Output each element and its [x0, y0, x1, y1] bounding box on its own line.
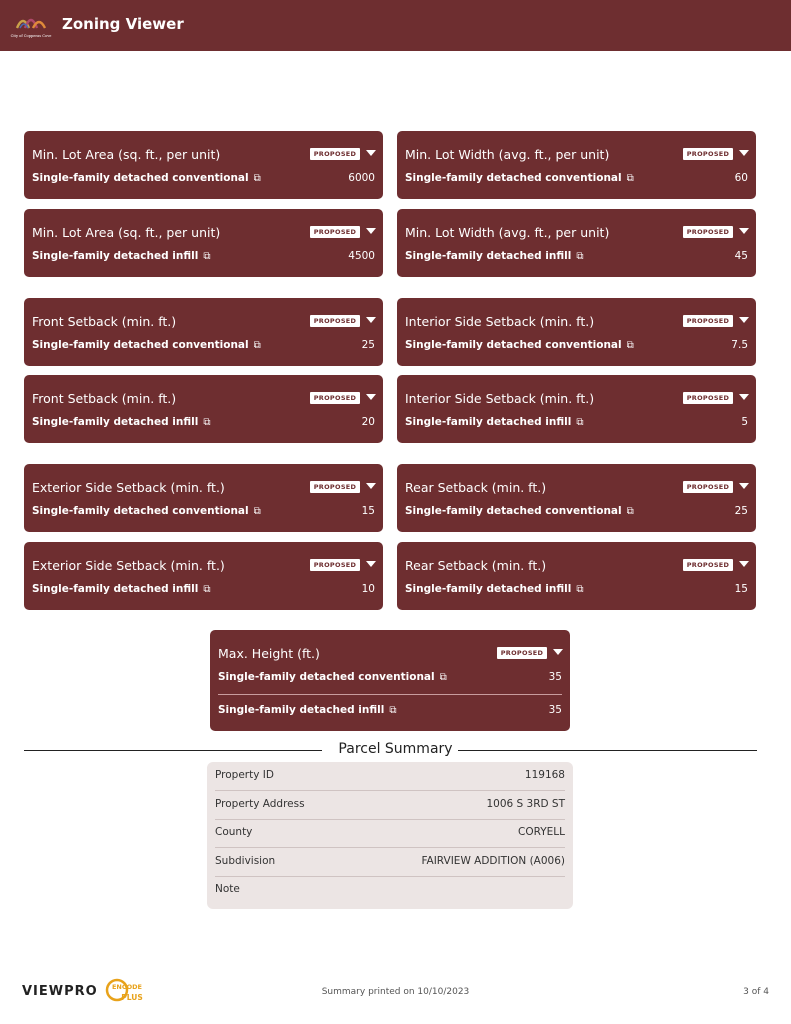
proposed-badge: PROPOSED: [683, 392, 733, 404]
standard-value: 35: [548, 671, 562, 683]
summary-value: 119168: [524, 769, 565, 781]
standard-value: 20: [361, 416, 375, 428]
district-label: Single-family detached infill: [32, 250, 199, 262]
external-link-icon[interactable]: ⧉: [626, 506, 634, 517]
proposed-badge: PROPOSED: [683, 481, 733, 493]
proposed-badge: PROPOSED: [683, 148, 733, 160]
external-link-icon[interactable]: ⧉: [203, 584, 211, 595]
external-link-icon[interactable]: ⧉: [389, 705, 397, 716]
district-label: Single-family detached infill: [32, 416, 199, 428]
district-link[interactable]: [32, 416, 210, 428]
external-link-icon[interactable]: ⧉: [203, 417, 211, 428]
card-title: Front Setback (min. ft.): [32, 391, 177, 406]
standard-value: 25: [361, 339, 375, 351]
district-link[interactable]: [32, 172, 261, 184]
standard-value: 5: [741, 416, 748, 428]
external-link-icon[interactable]: ⧉: [576, 251, 584, 262]
summary-row: [215, 791, 565, 819]
chevron-down-icon[interactable]: [553, 649, 563, 655]
chevron-down-icon[interactable]: [366, 561, 376, 567]
proposed-badge: PROPOSED: [310, 226, 360, 238]
viewpro-logo: VIEWPRO: [22, 984, 98, 999]
external-link-icon[interactable]: ⧉: [439, 672, 447, 683]
summary-row: [215, 819, 565, 847]
district-label: Single-family detached infill: [405, 250, 572, 262]
zoning-card: [24, 375, 383, 443]
summary-key: Subdivision: [215, 854, 276, 867]
summary-row: [215, 762, 565, 790]
proposed-badge: PROPOSED: [310, 315, 360, 327]
external-link-icon[interactable]: ⧉: [576, 417, 584, 428]
proposed-badge: PROPOSED: [310, 481, 360, 493]
chevron-down-icon[interactable]: [366, 483, 376, 489]
summary-key: Note: [215, 883, 240, 895]
zoning-card: [397, 131, 756, 199]
district-link[interactable]: [405, 250, 583, 262]
district-link[interactable]: [405, 172, 634, 184]
page-indicator: 3 of 4: [743, 987, 769, 997]
zoning-card: [24, 298, 383, 366]
chevron-down-icon[interactable]: [739, 394, 749, 400]
svg-text:PLUS: PLUS: [121, 993, 143, 1002]
card-title: Min. Lot Width (avg. ft., per unit): [405, 225, 610, 240]
summary-key: Property Address: [215, 797, 305, 810]
external-link-icon[interactable]: ⧉: [626, 173, 634, 184]
proposed-badge: PROPOSED: [683, 226, 733, 238]
summary-key: County: [215, 826, 253, 838]
card-title: Max. Height (ft.): [218, 646, 320, 661]
chevron-down-icon[interactable]: [739, 561, 749, 567]
zoning-card: [397, 375, 756, 443]
district-label: Single-family detached infill: [32, 583, 199, 595]
external-link-icon[interactable]: ⧉: [253, 173, 261, 184]
standard-value: 25: [734, 505, 748, 517]
section-divider-right: [458, 750, 757, 751]
svg-text:ENCODE: ENCODE: [111, 983, 143, 991]
printed-date: Summary printed on 10/10/2023: [321, 987, 470, 997]
card-title: Rear Setback (min. ft.): [405, 558, 547, 573]
district-link[interactable]: [218, 671, 447, 683]
card-title: Min. Lot Area (sq. ft., per unit): [32, 147, 221, 162]
zoning-card: [210, 630, 570, 731]
standard-value: 15: [361, 505, 375, 517]
card-title: Interior Side Setback (min. ft.): [405, 391, 595, 406]
district-link[interactable]: [218, 704, 396, 716]
summary-row: [215, 848, 565, 876]
district-link[interactable]: [32, 583, 210, 595]
row-divider: [218, 694, 562, 695]
zoning-card: [24, 542, 383, 610]
card-title: Rear Setback (min. ft.): [405, 480, 547, 495]
chevron-down-icon[interactable]: [739, 317, 749, 323]
district-link[interactable]: [405, 416, 583, 428]
card-title: Min. Lot Width (avg. ft., per unit): [405, 147, 610, 162]
district-label: Single-family detached conventional: [405, 339, 622, 351]
district-label: Single-family detached conventional: [32, 339, 249, 351]
district-link[interactable]: [32, 505, 261, 517]
card-title: Interior Side Setback (min. ft.): [405, 314, 595, 329]
external-link-icon[interactable]: ⧉: [253, 506, 261, 517]
external-link-icon[interactable]: ⧉: [203, 251, 211, 262]
standard-value: 7.5: [731, 339, 748, 351]
zoning-card: [397, 298, 756, 366]
chevron-down-icon[interactable]: [366, 394, 376, 400]
proposed-badge: PROPOSED: [310, 559, 360, 571]
standard-value: 6000: [348, 172, 375, 184]
svg-text:City of Copperas Cove: City of Copperas Cove: [10, 34, 52, 38]
chevron-down-icon[interactable]: [739, 483, 749, 489]
external-link-icon[interactable]: ⧉: [626, 340, 634, 351]
zoning-card: [24, 464, 383, 532]
chevron-down-icon[interactable]: [366, 317, 376, 323]
chevron-down-icon[interactable]: [366, 228, 376, 234]
parcel-summary-table: [207, 762, 573, 909]
external-link-icon[interactable]: ⧉: [253, 340, 261, 351]
standard-value: 4500: [348, 250, 375, 262]
app-header: [0, 0, 791, 51]
chevron-down-icon[interactable]: [739, 150, 749, 156]
standard-value: 15: [734, 583, 748, 595]
parcel-summary-heading: Parcel Summary: [338, 741, 453, 757]
district-label: Single-family detached infill: [218, 704, 385, 716]
standard-value: 35: [548, 704, 562, 716]
district-label: Single-family detached infill: [405, 416, 572, 428]
card-title: Exterior Side Setback (min. ft.): [32, 558, 225, 573]
chevron-down-icon[interactable]: [739, 228, 749, 234]
card-title: Min. Lot Area (sq. ft., per unit): [32, 225, 221, 240]
proposed-badge: PROPOSED: [683, 315, 733, 327]
district-label: Single-family detached infill: [405, 583, 572, 595]
district-link[interactable]: [405, 339, 634, 351]
standard-value: 45: [734, 250, 748, 262]
proposed-badge: PROPOSED: [497, 647, 547, 659]
district-label: Single-family detached conventional: [405, 172, 622, 184]
district-link[interactable]: [405, 505, 634, 517]
proposed-badge: PROPOSED: [310, 392, 360, 404]
district-link[interactable]: [405, 583, 583, 595]
summary-value: CORYELL: [518, 826, 565, 838]
zoning-card: [397, 542, 756, 610]
city-logo: [10, 8, 52, 42]
district-label: Single-family detached conventional: [32, 172, 249, 184]
summary-value: FAIRVIEW ADDITION (A006): [421, 854, 565, 867]
zoning-card: [397, 464, 756, 532]
card-title: Exterior Side Setback (min. ft.): [32, 480, 225, 495]
external-link-icon[interactable]: ⧉: [576, 584, 584, 595]
standard-value: 60: [734, 172, 748, 184]
zoning-card: [397, 209, 756, 277]
district-label: Single-family detached conventional: [405, 505, 622, 517]
app-title: Zoning Viewer: [62, 15, 184, 33]
card-title: Front Setback (min. ft.): [32, 314, 177, 329]
zoning-card: [24, 131, 383, 199]
chevron-down-icon[interactable]: [366, 150, 376, 156]
standard-value: 10: [361, 583, 375, 595]
proposed-badge: PROPOSED: [683, 559, 733, 571]
district-label: Single-family detached conventional: [32, 505, 249, 517]
district-label: Single-family detached conventional: [218, 671, 435, 683]
district-link[interactable]: [32, 339, 261, 351]
district-link[interactable]: [32, 250, 210, 262]
proposed-badge: PROPOSED: [310, 148, 360, 160]
zoning-card: [24, 209, 383, 277]
summary-key: Property ID: [215, 769, 274, 781]
summary-value: 1006 S 3RD ST: [486, 797, 565, 810]
summary-row: [215, 876, 565, 904]
